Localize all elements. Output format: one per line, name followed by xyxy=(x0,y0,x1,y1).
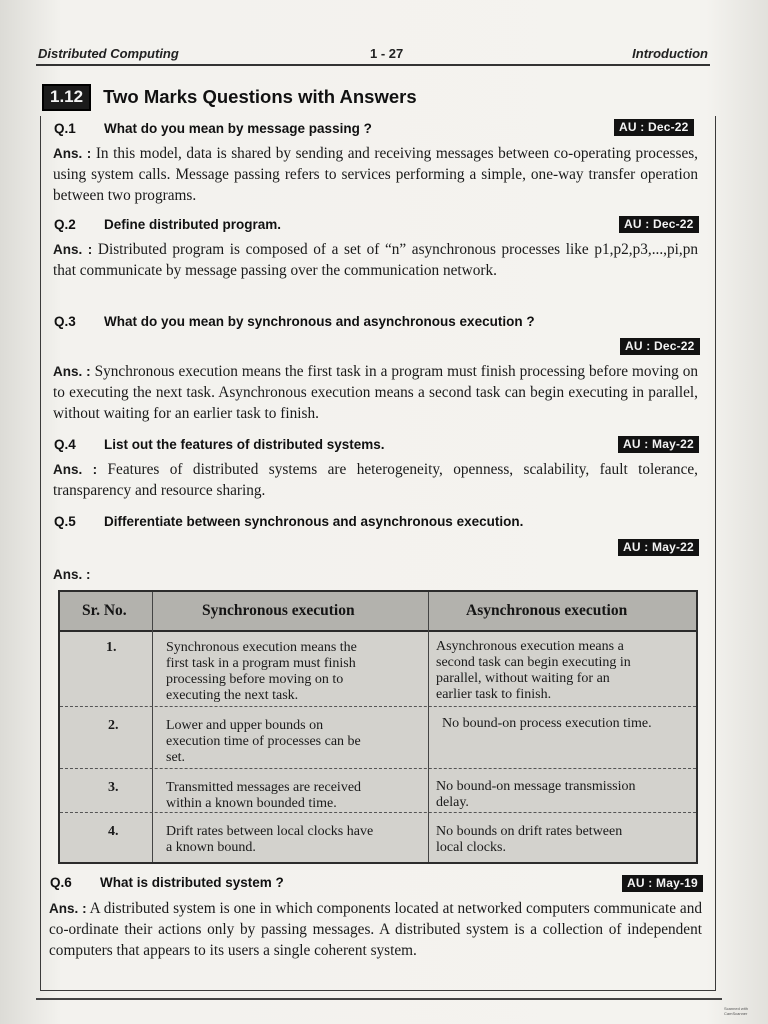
question-number: Q.4 xyxy=(54,437,76,452)
question-number: Q.1 xyxy=(54,121,76,136)
row-divider xyxy=(60,706,696,707)
answer-label: Ans. : xyxy=(49,901,87,916)
header-rule xyxy=(36,64,710,66)
answer-2 xyxy=(53,239,698,281)
footer-rule xyxy=(36,998,722,1000)
exam-tag: AU : Dec-22 xyxy=(619,216,699,233)
question-4 xyxy=(54,437,385,452)
question-text: What do you mean by message passing ? xyxy=(104,121,372,136)
exam-tag: AU : May-22 xyxy=(618,436,699,453)
asynchronous-cell xyxy=(436,779,635,811)
question-number: Q.6 xyxy=(50,875,72,890)
answer-4 xyxy=(53,459,698,501)
cell-line: processing before moving on to xyxy=(166,672,344,687)
cell-line: Transmitted messages are received xyxy=(166,780,362,795)
exam-tag: AU : Dec-22 xyxy=(620,338,700,355)
synchronous-cell xyxy=(166,718,361,766)
table-header xyxy=(60,592,696,632)
column-header-asynchronous: Asynchronous execution xyxy=(466,602,628,619)
answer-text: Synchronous execution means the first task in a program must finish processing before moving on to executing the next task. Asynchronous execution means a second task can begin executing in parallel, without waiting for an earlier task to finish. xyxy=(53,363,699,422)
answer-1 xyxy=(53,143,698,206)
section-title: Two Marks Questions with Answers xyxy=(103,86,417,107)
question-text: What is distributed system ? xyxy=(100,875,284,890)
cell-line: executing the next task. xyxy=(166,688,299,703)
answer-text: A distributed system is one in which components located at networked computers communicate and co-ordinate their actions only by passing messages. A distributed system is a collection of independent computers that appears to its users a single coherent system. xyxy=(49,900,702,959)
cell-line: Lower and upper bounds on xyxy=(166,718,324,733)
table-row-number: 1. xyxy=(106,640,117,655)
answer-6 xyxy=(49,898,702,961)
question-number: Q.3 xyxy=(54,314,76,329)
question-5 xyxy=(54,514,523,529)
cell-line: No bound-on process execution time. xyxy=(442,716,652,731)
scanner-watermark: Scanned with CamScanner xyxy=(724,1006,749,1016)
answer-label: Ans. : xyxy=(53,567,91,582)
question-2 xyxy=(54,217,281,232)
synchronous-cell xyxy=(166,780,361,812)
comparison-table xyxy=(58,590,698,864)
table-row-number: 3. xyxy=(108,780,119,795)
table-row-number: 2. xyxy=(108,718,119,733)
answer-5 xyxy=(53,564,698,585)
answer-3 xyxy=(53,361,698,424)
cell-line: local clocks. xyxy=(436,840,506,855)
answer-text: In this model, data is shared by sending and receiving messages between co-operating processes, using system calls. Message passing refers to services performing a simple, one-way transfer operation between two programs. xyxy=(53,145,699,204)
cell-line: earlier task to finish. xyxy=(436,687,552,702)
section-number: 1.12 xyxy=(42,84,91,111)
page-number: 1 - 27 xyxy=(370,46,404,61)
answer-text: Features of distributed systems are heterogeneity, openness, scalability, fault tolerance, transparency and resource sharing. xyxy=(53,461,698,499)
cell-line: set. xyxy=(166,750,186,765)
question-number: Q.2 xyxy=(54,217,76,232)
cell-line: a known bound. xyxy=(166,840,256,855)
answer-label: Ans. : xyxy=(53,146,92,161)
cell-line: No bound-on message transmission xyxy=(436,779,636,794)
cell-line: first task in a program must finish xyxy=(166,656,356,671)
column-divider xyxy=(152,592,153,862)
asynchronous-cell xyxy=(436,639,631,703)
question-text: Differentiate between synchronous and asynchronous execution. xyxy=(104,514,524,529)
column-header-synchronous: Synchronous execution xyxy=(202,602,355,619)
answer-text: that communicate by message passing over the communication network. xyxy=(53,262,497,279)
question-6 xyxy=(50,875,284,890)
answer-text: Distributed program is composed of a set of “n” asynchronous processes like xyxy=(97,241,589,258)
cell-line: Synchronous execution means the xyxy=(166,640,357,655)
answer-label: Ans. : xyxy=(53,462,98,477)
question-text: Define distributed program. xyxy=(104,217,282,232)
column-divider xyxy=(428,592,429,862)
question-number: Q.5 xyxy=(54,514,76,529)
question-3 xyxy=(54,314,535,329)
section-heading xyxy=(42,84,417,110)
column-header-sr-no: Sr. No. xyxy=(82,602,127,619)
cell-line: No bounds on drift rates between xyxy=(436,824,623,839)
answer-label: Ans. : xyxy=(53,364,91,379)
question-1 xyxy=(54,121,372,136)
answer-label: Ans. : xyxy=(53,242,93,257)
question-text: List out the features of distributed systems. xyxy=(104,437,385,452)
row-divider xyxy=(60,768,696,769)
asynchronous-cell xyxy=(442,716,652,732)
cell-line: second task can begin executing in xyxy=(436,655,631,670)
cell-line: delay. xyxy=(436,795,469,810)
question-text: What do you mean by synchronous and asynchronous execution ? xyxy=(104,314,535,329)
cell-line: Drift rates between local clocks have xyxy=(166,824,374,839)
cell-line: parallel, without waiting for an xyxy=(436,671,610,686)
running-header xyxy=(38,46,708,64)
synchronous-cell xyxy=(166,824,373,856)
synchronous-cell xyxy=(166,640,357,704)
cell-line: execution time of processes can be xyxy=(166,734,361,749)
exam-tag: AU : May-19 xyxy=(622,875,703,892)
exam-tag: AU : Dec-22 xyxy=(614,119,694,136)
cell-line: Asynchronous execution means a xyxy=(436,639,624,654)
table-row-number: 4. xyxy=(108,824,119,839)
row-divider xyxy=(60,812,696,813)
asynchronous-cell xyxy=(436,824,622,856)
process-sequence: p1,p2,p3,...,pi,pn xyxy=(594,241,699,258)
exam-tag: AU : May-22 xyxy=(618,539,699,556)
book-title: Distributed Computing xyxy=(38,46,179,61)
chapter-title: Introduction xyxy=(632,46,708,61)
cell-line: within a known bounded time. xyxy=(166,796,337,811)
